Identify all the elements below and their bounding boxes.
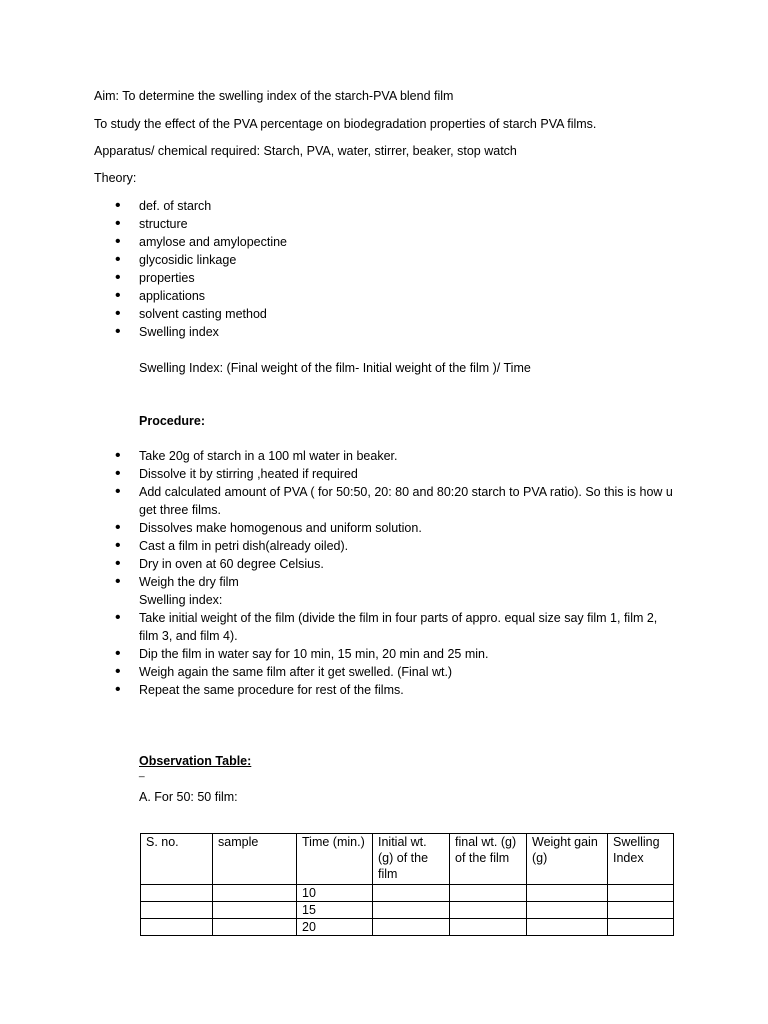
table-cell [527, 885, 608, 902]
list-item: • Add calculated amount of PVA ( for 50:50, 20: 80 and 80:20 starch to PVA ratio). So this is how u get three films. [115, 483, 675, 519]
table-cell: 15 [297, 902, 373, 919]
table-cell [608, 885, 674, 902]
list-item: • Swelling index [115, 323, 287, 341]
table-cell [141, 902, 213, 919]
list-item: • Repeat the same procedure for rest of the films. [115, 681, 675, 699]
list-item: • glycosidic linkage [115, 251, 287, 269]
list-item: • Weigh again the same film after it get swelled. (Final wt.) [115, 663, 675, 681]
header-cell-sno: S. no. [141, 834, 213, 885]
table-row [141, 902, 674, 919]
observation-heading: Observation Table: [139, 754, 252, 768]
swelling-subheading: Swelling index: [139, 593, 223, 607]
table-cell [527, 919, 608, 936]
table-cell [450, 902, 527, 919]
table-cell [141, 919, 213, 936]
study-line: To study the effect of the PVA percentage on biodegradation properties of starch PVA films. [94, 117, 597, 131]
table-cell [373, 902, 450, 919]
header-cell-final-wt: final wt. (g) of the film [450, 834, 527, 885]
swelling-procedure-list [115, 609, 675, 699]
table-cell [450, 885, 527, 902]
table-cell [373, 919, 450, 936]
header-cell-weight-gain: Weight gain (g) [527, 834, 608, 885]
list-item: • Dissolve it by stirring ,heated if required [115, 465, 675, 483]
list-item: • Dissolves make homogenous and uniform solution. [115, 519, 675, 537]
table-cell: 10 [297, 885, 373, 902]
theory-heading: Theory: [94, 171, 137, 185]
observation-table [140, 833, 674, 936]
list-item: • solvent casting method [115, 305, 287, 323]
list-item: • structure [115, 215, 287, 233]
table-cell [213, 885, 297, 902]
procedure-heading: Procedure: [139, 414, 205, 428]
stray-mark: _ [139, 767, 145, 778]
apparatus-line: Apparatus/ chemical required: Starch, PVA, water, stirrer, beaker, stop watch [94, 144, 517, 158]
table-cell [608, 902, 674, 919]
table-cell [373, 885, 450, 902]
list-item: • Cast a film in petri dish(already oiled). [115, 537, 675, 555]
aim-line: Aim: To determine the swelling index of the starch-PVA blend film [94, 89, 454, 103]
header-cell-initial-wt: Initial wt. (g) of the film [373, 834, 450, 885]
table-cell [213, 902, 297, 919]
table-header-row [141, 834, 674, 885]
table-cell [141, 885, 213, 902]
theory-list [115, 197, 287, 341]
table-cell: 20 [297, 919, 373, 936]
table-cell [450, 919, 527, 936]
procedure-list [115, 447, 675, 591]
header-cell-swelling-index: Swelling Index [608, 834, 674, 885]
list-item: • applications [115, 287, 287, 305]
table-cell [213, 919, 297, 936]
header-cell-time: Time (min.) [297, 834, 373, 885]
list-item: • Take initial weight of the film (divide the film in four parts of appro. equal size say film 1, film 2, film 3, and film 4). [115, 609, 675, 645]
section-a-heading: A. For 50: 50 film: [139, 790, 238, 804]
table-cell [608, 919, 674, 936]
table-row [141, 919, 674, 936]
list-item: • def. of starch [115, 197, 287, 215]
header-cell-sample: sample [213, 834, 297, 885]
swelling-formula: Swelling Index: (Final weight of the film- Initial weight of the film )/ Time [139, 361, 531, 375]
list-item: • Dip the film in water say for 10 min, 15 min, 20 min and 25 min. [115, 645, 675, 663]
list-item: • Weigh the dry film [115, 573, 675, 591]
list-item: • properties [115, 269, 287, 287]
list-item: • Dry in oven at 60 degree Celsius. [115, 555, 675, 573]
table-row [141, 885, 674, 902]
table-cell [527, 902, 608, 919]
list-item: • Take 20g of starch in a 100 ml water in beaker. [115, 447, 675, 465]
list-item: • amylose and amylopectine [115, 233, 287, 251]
